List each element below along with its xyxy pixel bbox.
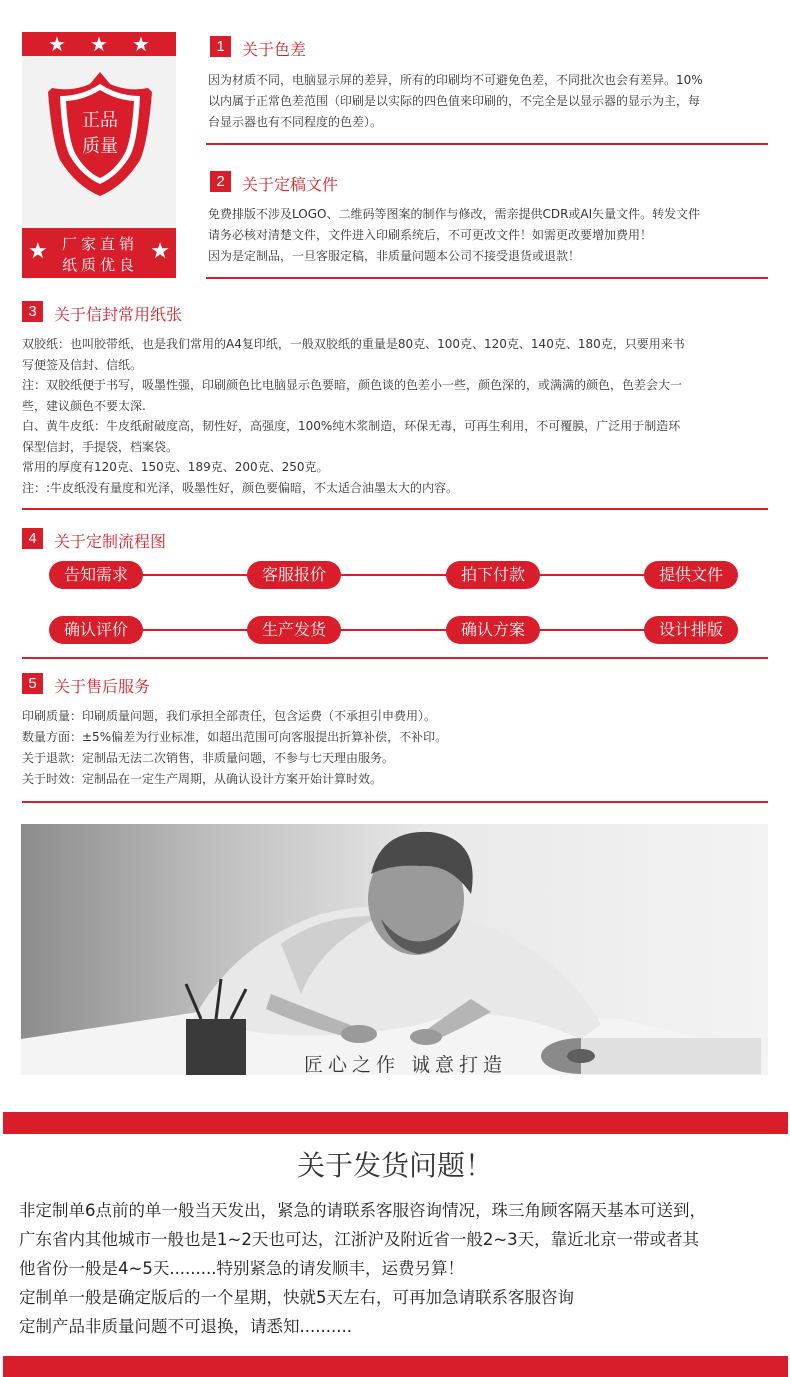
section-title-color-difference: 关于色差: [242, 40, 307, 59]
text-line: 以内属于正常色差范围（印刷是以实际的四色值来印刷的，不完全是以显示器的显示为主，每: [208, 94, 701, 108]
shipping-title: 关于发货问题！: [296, 1149, 493, 1182]
flow-step-confirm-review: 确认评价: [49, 616, 143, 644]
section-title-after-sales: 关于售后服务: [54, 677, 151, 696]
section-body-final-file: [208, 204, 700, 267]
section-body-color-difference: [208, 70, 703, 133]
star-icon: ★: [48, 32, 66, 56]
text-line: 印刷质量：印刷质量问题，我们承担全部责任，包含运费（不承担引申费用）。: [22, 709, 437, 723]
section-title-paper-types: 关于信封常用纸张: [54, 305, 183, 324]
shield-icon: [44, 70, 156, 198]
shipping-body: [19, 1196, 706, 1341]
divider: [22, 801, 768, 803]
text-line: 免费排版不涉及LOGO、二维码等图案的制作与修改，需亲提供CDR或AI矢量文件。转发文件: [208, 207, 701, 221]
text-line: 双胶纸：也叫胶带纸，也是我们常用的A4复印纸，一般双胶纸的重量是80克、100克、120克、140克、180克，只要用来书: [22, 337, 685, 351]
text-line: 写便签及信封、信纸。: [22, 357, 143, 372]
text-line: 注：:牛皮纸没有量度和光泽，吸墨性好，颜色要偏暗，不太适合油墨太大的内容。: [22, 480, 459, 495]
craftsman-photo: [21, 824, 768, 1075]
flow-step-design-layout: 设计排版: [644, 616, 738, 644]
section-number: 5: [22, 673, 43, 694]
flow-connector: [140, 574, 650, 576]
text-line: 定制单一般是确定版后的一个星期，快就5天左右，可再加急请联系客服咨询: [19, 1288, 574, 1307]
quality-badge: [22, 32, 176, 278]
text-line: 保型信封，手提袋，档案袋。: [22, 439, 179, 454]
text-line: 因为是定制品，一旦客服定稿，非质量问题本公司不接受退货或退款！: [208, 249, 581, 263]
text-line: 些，建议颜色不要太深.: [22, 398, 146, 413]
section-number: 1: [210, 36, 231, 57]
flow-step-provide-files: 提供文件: [644, 561, 738, 589]
flow-connector: [140, 629, 650, 631]
badge-star-bar: [22, 32, 176, 56]
flow-step-production: 生产发货: [247, 616, 341, 644]
text-line: 广东省内其他城市一般也是1~2天也可达，江浙沪及附近省一般2~3天，靠近北京一带或者其: [19, 1230, 700, 1249]
star-icon: ★: [132, 32, 150, 56]
star-icon: ★: [90, 32, 108, 56]
text-line: 请务必核对清楚文件，文件进入印刷系统后，不可更改文件！如需更改要增加费用！: [208, 228, 653, 242]
divider: [206, 277, 768, 279]
star-icon: ★: [150, 239, 170, 264]
text-line: 他省份一般是4~5天.........特别紧急的请发顺丰，运费另算！: [19, 1259, 465, 1278]
text-line: 常用的厚度有120克、150克、189克、200克、250克。: [22, 460, 329, 474]
badge-line-factory: 厂家直销: [61, 235, 138, 253]
flow-step-inform-needs: 告知需求: [49, 561, 143, 589]
section-title-process: 关于定制流程图: [54, 532, 167, 551]
section-body-after-sales: [22, 706, 447, 790]
section-number: 2: [210, 171, 231, 192]
section-body-paper-types: [22, 334, 685, 498]
text-line: 数量方面：±5%偏差为行业标准，如超出范围可向客服提出折算补偿，不补印。: [22, 730, 448, 744]
badge-bottom-banner: [22, 228, 176, 278]
photo-illustration: [21, 824, 768, 1075]
section-title-final-file: 关于定稿文件: [242, 175, 339, 194]
text-line: 非定制单6点前的单一般当天发出，紧急的请联系客服咨询情况，珠三角顾客隔天基本可送到，: [19, 1201, 706, 1220]
divider: [206, 143, 768, 145]
red-banner-bottom: [3, 1356, 788, 1377]
star-icon: ★: [28, 239, 48, 264]
badge-line-paper: 纸质优良: [61, 256, 138, 274]
text-line: 注：双胶纸便于书写，吸墨性强，印刷颜色比电脑显示色要暗，颜色谈的色差小一些，颜色深的，或满满的颜色，色差会大一: [22, 378, 683, 392]
text-line: 关于退款：定制品无法二次销售，非质量问题，不参与七天理由服务。: [22, 751, 395, 765]
text-line: 关于时效：定制品在一定生产周期，从确认设计方案开始计算时效。: [22, 772, 383, 786]
text-line: 因为材质不同，电脑显示屏的差异，所有的印刷均不可避免色差，不同批次也会有差异。10%: [208, 73, 703, 87]
badge-text-quality: 质量: [82, 136, 118, 157]
text-line: 台显示器也有不同程度的色差）。: [208, 115, 383, 129]
flow-step-confirm-plan: 确认方案: [446, 616, 540, 644]
divider: [22, 508, 768, 510]
divider: [22, 657, 768, 659]
flow-step-quote: 客服报价: [247, 561, 341, 589]
text-line: 定制产品非质量问题不可退换，请悉知..........: [19, 1317, 352, 1336]
section-number: 3: [22, 301, 43, 322]
photo-caption: 匠心之作 诚意打造: [304, 1054, 508, 1075]
red-banner-top: [3, 1112, 788, 1134]
section-number: 4: [22, 528, 43, 549]
text-line: 白、黄牛皮纸：牛皮纸耐破度高，韧性好，高强度，100%纯木浆制造，环保无毒，可再生利用，不可覆膜，广泛用于制造环: [22, 419, 681, 433]
flow-step-payment: 拍下付款: [446, 561, 540, 589]
badge-text-genuine: 正品: [82, 110, 118, 131]
